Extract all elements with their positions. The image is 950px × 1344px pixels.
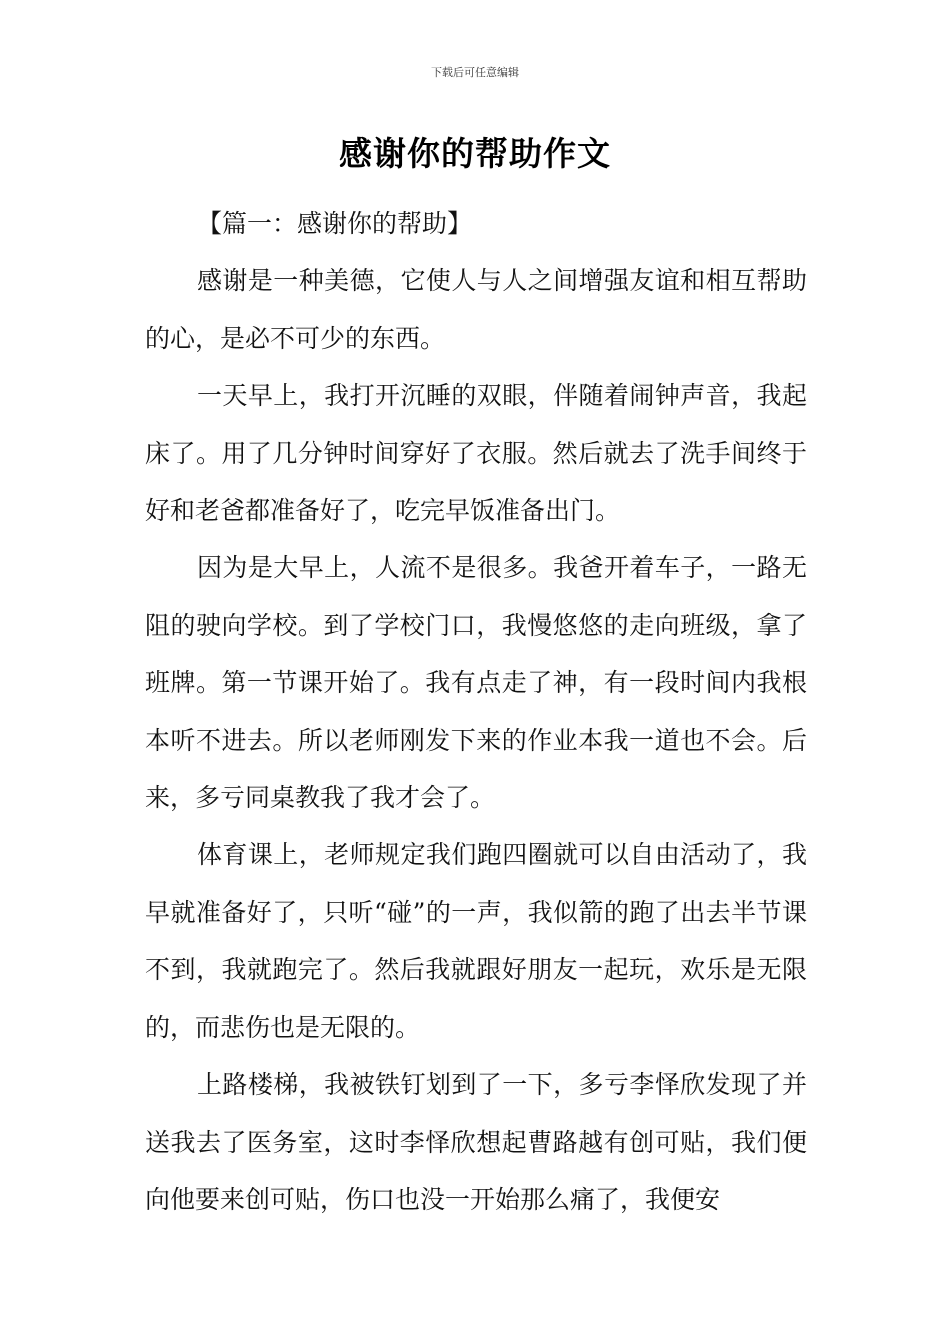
section-heading: 【篇一：感谢你的帮助】 [197, 209, 473, 238]
document-title: 感谢你的帮助作文 [339, 134, 611, 173]
paragraph: 因为是大早上，人流不是很多。我爸开着车子，一路无阻的驶向学校。到了学校门口，我慢悠悠的走向班级，拿了班牌。第一节课开始了。我有点走了神，有一段时间内我根本听不进去。所以老师刚发下来的作业本我一道也不会。后来，多亏同桌教我了我才会了。 [145, 553, 807, 813]
paragraph: 一天早上，我打开沉睡的双眼，伴随着闹钟声音，我起床了。用了几分钟时间穿好了衣服。然后就去了洗手间终于好和老爸都准备好了，吃完早饭准备出门。 [145, 381, 807, 526]
paragraph: 体育课上，老师规定我们跑四圈就可以自由活动了，我早就准备好了，只听“碰”的一声，我似箭的跑了出去半节课不到，我就跑完了。然后我就跟好朋友一起玩，欢乐是无限的，而悲伤也是无限的。 [145, 840, 807, 1042]
paragraph: 上路楼梯，我被铁钉划到了一下，多亏李怿欣发现了并送我去了医务室，这时李怿欣想起曹路越有创可贴，我们便向他要来创可贴，伤口也没一开始那么痛了，我便安 [145, 1070, 807, 1214]
document-body [145, 195, 807, 1228]
paragraph: 感谢是一种美德，它使人与人之间增强友谊和相互帮助的心，是必不可少的东西。 [145, 266, 807, 353]
header-note: 下载后可任意编辑 [431, 66, 519, 79]
